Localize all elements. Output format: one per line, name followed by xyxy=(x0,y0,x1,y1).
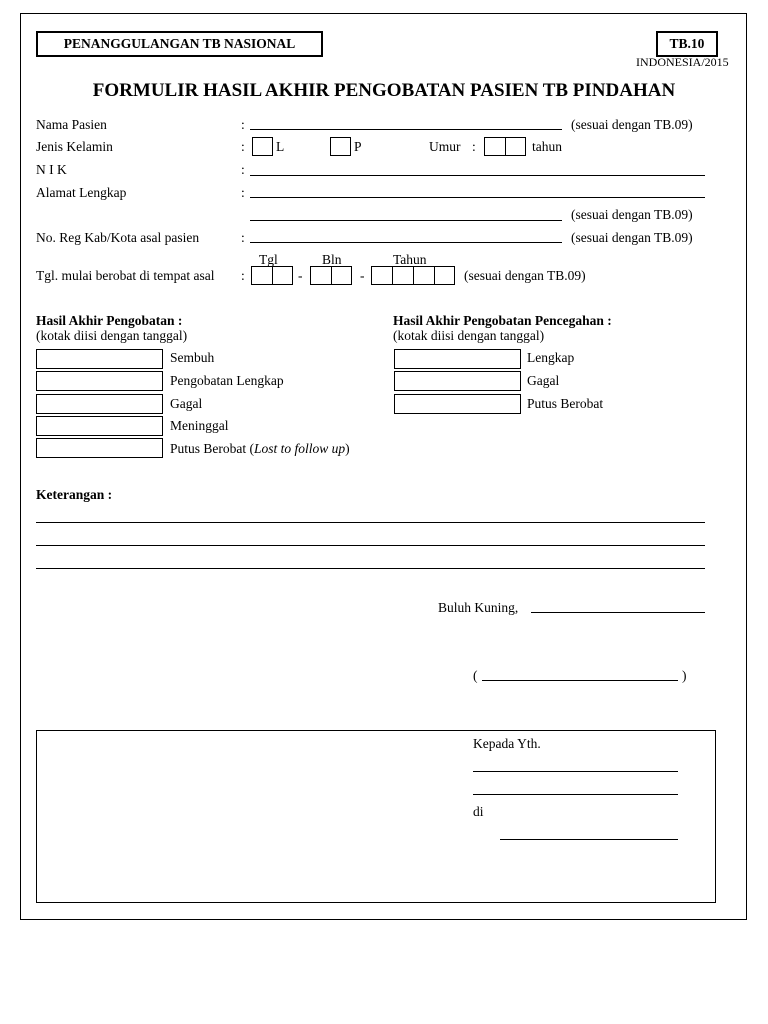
note-tb09: (sesuai dengan TB.09) xyxy=(571,117,693,132)
gender-l-checkbox[interactable] xyxy=(252,137,273,156)
label-nama-pasien: Nama Pasien xyxy=(36,117,107,132)
option-putus-berobat xyxy=(170,441,350,457)
note-tb09: (sesuai dengan TB.09) xyxy=(571,230,693,245)
label-tahun: tahun xyxy=(532,139,562,154)
hasil-pencegahan-title: Hasil Akhir Pengobatan Pencegahan : xyxy=(393,313,612,328)
colon: : xyxy=(472,139,476,154)
option-pengobatan-lengkap: Pengobatan Lengkap xyxy=(170,373,284,388)
gender-p-checkbox[interactable] xyxy=(330,137,351,156)
alamat-field-1[interactable] xyxy=(250,197,705,198)
tgl-input[interactable] xyxy=(251,266,293,285)
option-meninggal: Meninggal xyxy=(170,418,229,433)
meninggal-date-box[interactable] xyxy=(36,416,163,436)
colon: : xyxy=(241,185,245,200)
keterangan-line-1[interactable] xyxy=(36,522,705,523)
pencegahan-lengkap-date-box[interactable] xyxy=(394,349,521,369)
recipient-box xyxy=(36,730,716,903)
option-pencegahan-putus: Putus Berobat xyxy=(527,396,604,411)
label-noreg: No. Reg Kab/Kota asal pasien xyxy=(36,230,200,245)
signature-open-paren: ( xyxy=(473,668,478,683)
date-label-tahun: Tahun xyxy=(393,252,427,267)
nama-pasien-field[interactable] xyxy=(250,129,562,130)
nik-field[interactable] xyxy=(250,175,705,176)
signature-place: Buluh Kuning, xyxy=(438,600,519,615)
umur-input[interactable] xyxy=(484,137,526,156)
option-sembuh: Sembuh xyxy=(170,350,215,365)
colon: : xyxy=(241,162,245,177)
recipient-line-1[interactable] xyxy=(473,771,678,772)
colon: : xyxy=(241,117,245,132)
date-label-tgl: Tgl xyxy=(259,252,278,267)
note-tb09: (sesuai dengan TB.09) xyxy=(464,268,586,283)
colon: : xyxy=(241,230,245,245)
program-header-box: PENANGGULANGAN TB NASIONAL xyxy=(36,31,323,57)
signature-close-paren: ) xyxy=(682,668,687,683)
tahun-input[interactable] xyxy=(371,266,455,285)
pencegahan-gagal-date-box[interactable] xyxy=(394,371,521,391)
form-code-box: TB.10 xyxy=(656,31,718,57)
gender-p-label: P xyxy=(354,139,362,154)
recipient-line-2[interactable] xyxy=(473,794,678,795)
hasil-pengobatan-subtitle: (kotak diisi dengan tanggal) xyxy=(36,328,188,343)
label-alamat: Alamat Lengkap xyxy=(36,185,127,200)
di-label: di xyxy=(473,804,484,819)
date-label-bln: Bln xyxy=(322,252,342,267)
option-pencegahan-gagal: Gagal xyxy=(527,373,560,388)
keterangan-label: Keterangan : xyxy=(36,487,113,502)
date-dash: - xyxy=(360,268,365,283)
recipient-line-3[interactable] xyxy=(500,839,678,840)
option-gagal: Gagal xyxy=(170,396,203,411)
date-dash: - xyxy=(298,268,303,283)
putus-berobat-date-box[interactable] xyxy=(36,438,163,458)
putus-italic: Lost to follow up xyxy=(254,441,346,456)
signature-name-field[interactable] xyxy=(482,680,678,681)
label-umur: Umur xyxy=(429,139,461,154)
note-tb09: (sesuai dengan TB.09) xyxy=(571,207,693,222)
label-jenis-kelamin: Jenis Kelamin xyxy=(36,139,113,154)
kepada-label: Kepada Yth. xyxy=(473,736,541,751)
putus-suffix: ) xyxy=(345,441,350,456)
colon: : xyxy=(241,139,245,154)
option-pencegahan-lengkap: Lengkap xyxy=(527,350,575,365)
edition-label: INDONESIA/2015 xyxy=(636,55,729,69)
keterangan-line-2[interactable] xyxy=(36,545,705,546)
gagal-date-box[interactable] xyxy=(36,394,163,414)
signature-date-field[interactable] xyxy=(531,612,705,613)
bln-input[interactable] xyxy=(310,266,352,285)
label-nik: N I K xyxy=(36,162,67,177)
form-title: FORMULIR HASIL AKHIR PENGOBATAN PASIEN TB PINDAHAN xyxy=(92,80,676,101)
pengobatan-lengkap-date-box[interactable] xyxy=(36,371,163,391)
label-tgl-mulai: Tgl. mulai berobat di tempat asal xyxy=(36,268,215,283)
gender-l-label: L xyxy=(276,139,285,154)
putus-prefix: Putus Berobat ( xyxy=(170,441,254,456)
hasil-pencegahan-subtitle: (kotak diisi dengan tanggal) xyxy=(393,328,545,343)
noreg-field[interactable] xyxy=(250,242,562,243)
hasil-pengobatan-title: Hasil Akhir Pengobatan : xyxy=(36,313,183,328)
alamat-field-2[interactable] xyxy=(250,220,562,221)
pencegahan-putus-date-box[interactable] xyxy=(394,394,521,414)
sembuh-date-box[interactable] xyxy=(36,349,163,369)
colon: : xyxy=(241,268,245,283)
keterangan-line-3[interactable] xyxy=(36,568,705,569)
